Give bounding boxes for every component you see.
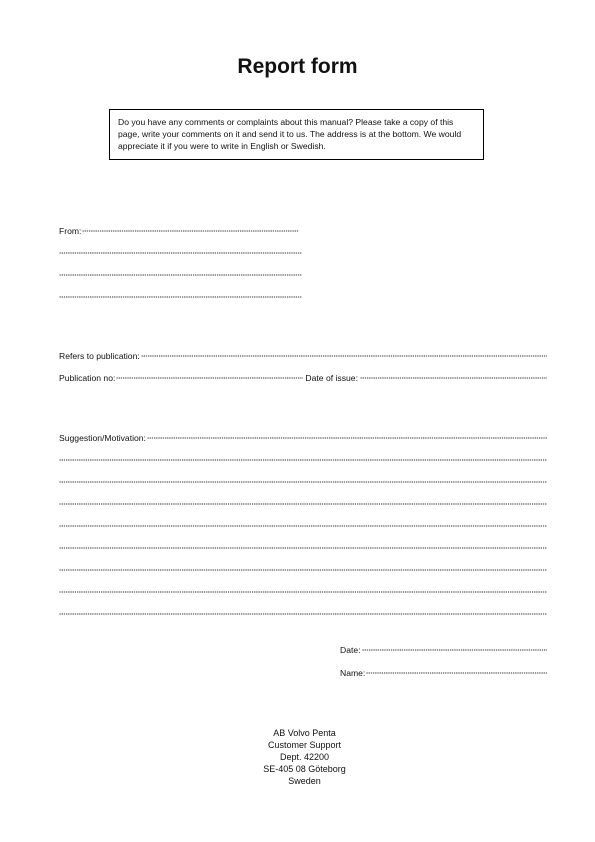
dotted-line: [59, 266, 302, 278]
mailing-address: [0, 727, 595, 787]
date-label: Date:: [340, 645, 361, 655]
name-label: Name:: [340, 668, 366, 678]
address-department: Customer Support: [267, 740, 342, 750]
date-of-issue-label: Date of issue:: [305, 373, 358, 383]
suggestion-line[interactable]: [59, 473, 547, 485]
dotted-line: [59, 473, 547, 485]
suggestion-line[interactable]: [59, 605, 547, 617]
suggestion-line[interactable]: [59, 561, 547, 573]
dotted-line: [59, 451, 547, 463]
date-of-issue-field[interactable]: [360, 369, 547, 381]
dotted-line: [141, 347, 547, 359]
address-dept-no: Dept. 42200: [279, 752, 330, 762]
dotted-line: [366, 664, 547, 676]
suggestion-line[interactable]: [59, 451, 547, 463]
suggestion-line[interactable]: [59, 539, 547, 551]
dotted-line: [59, 288, 302, 300]
publication-no-label: Publication no:: [59, 373, 116, 383]
dotted-line: [59, 539, 547, 551]
suggestion-line[interactable]: [59, 517, 547, 529]
dotted-line: [59, 495, 547, 507]
suggestion-line[interactable]: [59, 495, 547, 507]
dotted-line: [59, 517, 547, 529]
from-line-4[interactable]: [59, 288, 302, 300]
address-postal: SE-405 08 Göteborg: [263, 764, 346, 774]
publication-row: [59, 369, 547, 384]
address-company: AB Volvo Penta: [273, 728, 336, 738]
from-label: From:: [59, 226, 82, 236]
suggestion-line[interactable]: [59, 583, 547, 595]
from-line-3[interactable]: [59, 266, 302, 278]
publication-no-field[interactable]: [116, 369, 303, 381]
name-field[interactable]: [340, 664, 547, 679]
dotted-line: [59, 244, 302, 256]
suggestion-field[interactable]: [59, 429, 547, 444]
address-country: Sweden: [288, 776, 321, 786]
refers-to-publication-label: Refers to publication:: [59, 351, 140, 361]
instructions-box: Do you have any comments or complaints about this manual? Please take a copy of this page, write your comments on it and send it to us. The address is at the bottom. We would appreciate it if you were to write in English or Swedish.: [109, 109, 484, 160]
dotted-line: [362, 641, 547, 653]
suggestion-label: Suggestion/Motivation:: [59, 433, 146, 443]
dotted-line: [59, 561, 547, 573]
from-line-2[interactable]: [59, 244, 302, 256]
dotted-line: [59, 605, 547, 617]
dotted-line: [147, 429, 547, 441]
date-field[interactable]: [340, 641, 547, 656]
page-title: Report form: [237, 55, 358, 78]
from-field[interactable]: [59, 222, 299, 237]
dotted-line: [59, 583, 547, 595]
dotted-line: [82, 222, 299, 234]
refers-to-publication-field[interactable]: [59, 347, 547, 362]
